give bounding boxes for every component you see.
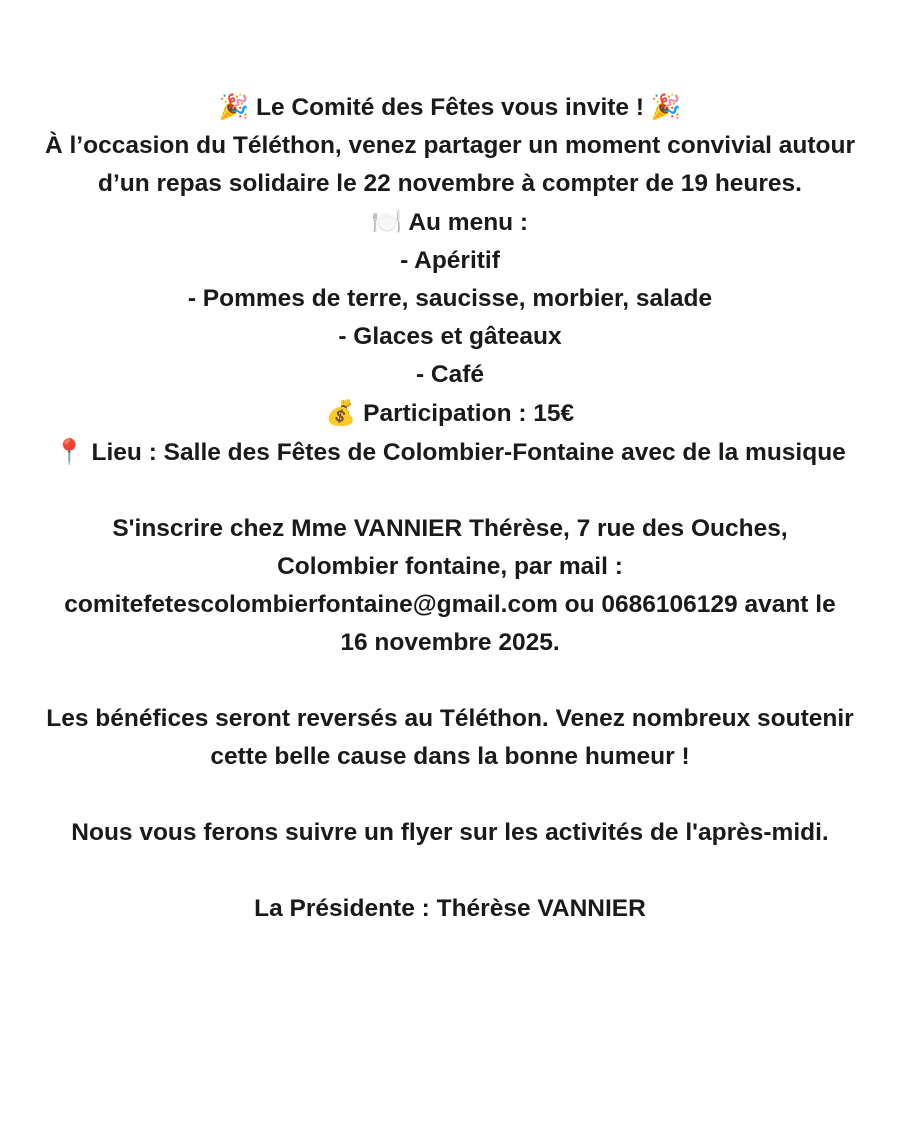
spacer (0, 472, 900, 510)
intro-paragraph: À l’occasion du Téléthon, venez partager un moment convivial autour d’un repas solidaire le 22 novembre à compter de 19 heures. (44, 132, 855, 197)
plate-cutlery-icon: 🍽️ (371, 207, 403, 236)
menu-item: - Pommes de terre, saucisse, morbier, salade (187, 285, 713, 312)
menu-item: - Apéritif (400, 247, 500, 274)
money-bag-icon: 💰 (325, 398, 357, 427)
spacer (0, 662, 900, 700)
flyer-note: Nous vous ferons suivre un flyer sur les activités de l'après-midi. (71, 819, 829, 846)
party-popper-icon: 🎉 (650, 92, 682, 121)
participation-line (0, 394, 900, 433)
benefits-paragraph: Les bénéfices seront reversés au Téléthon. Venez nombreux soutenir cette belle cause dans la bonne humeur ! (46, 705, 854, 770)
party-popper-icon: 🎉 (218, 92, 250, 121)
location-text: Lieu : Salle des Fêtes de Colombier-Fontaine avec de la musique (91, 439, 846, 466)
location-pin-icon: 📍 (54, 437, 85, 466)
signature: La Présidente : Thérèse VANNIER (254, 895, 646, 922)
location-line (25, 433, 875, 472)
spacer (0, 776, 900, 814)
spacer (0, 852, 900, 890)
participation-text: Participation : 15€ (363, 400, 575, 427)
menu-item: - Café (415, 361, 485, 388)
title-text: Le Comité des Fêtes vous invite ! (255, 94, 645, 121)
registration-paragraph: S'inscrire chez Mme VANNIER Thérèse, 7 rue des Ouches, Colombier fontaine, par mail : comitefetescolombierfontaine@gmail.com ou 0686106129 avant le 16 novembre 2025. (64, 515, 836, 656)
menu-heading (0, 203, 900, 242)
menu-heading-text: Au menu : (408, 209, 529, 236)
invitation-title (0, 88, 900, 127)
menu-item: - Glaces et gâteaux (338, 323, 562, 350)
